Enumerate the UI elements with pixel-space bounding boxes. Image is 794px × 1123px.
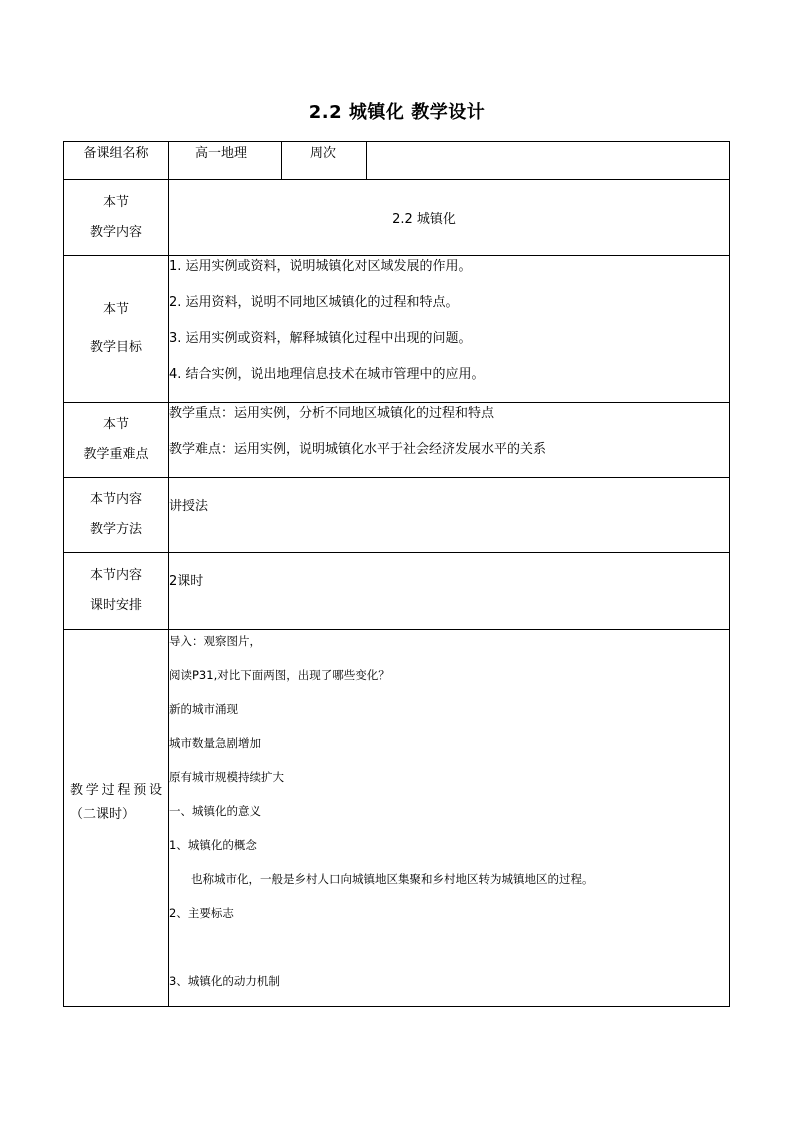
schedule-label-line2: 课时安排 [89, 598, 142, 613]
group-value-cell [169, 142, 282, 180]
group-value: 高一地理 [195, 146, 248, 161]
group-label: 备课组名称 [83, 146, 149, 161]
group-label-cell [64, 142, 169, 180]
process-line: 导入：观察图片， [169, 634, 261, 648]
goals-label-cell [64, 256, 169, 403]
document-title: 2.2 城镇化 教学设计 [308, 102, 486, 123]
goals-label-line2: 教学目标 [89, 340, 142, 355]
content-value-cell [169, 180, 730, 256]
teaching-difficulty: 教学难点：运用实例，说明城镇化水平于社会经济发展水平的关系 [169, 442, 547, 457]
process-line: 2、主要标志 [169, 906, 234, 920]
process-cell [169, 630, 730, 1007]
key-points-cell [169, 403, 730, 478]
method-label-line1: 本节内容 [89, 492, 142, 507]
process-line: 原有城市规模持续扩大 [169, 770, 284, 784]
goal-item: 1. 运用实例或资料，说明城镇化对区域发展的作用。 [169, 259, 472, 274]
process-line: 3、城镇化的动力机制 [169, 974, 280, 988]
process-row [64, 630, 730, 1007]
goals-row [64, 256, 730, 403]
schedule-label-cell [64, 553, 169, 630]
header-row [64, 142, 730, 180]
schedule-cell [169, 553, 730, 630]
process-line: 城市数量急剧增加 [169, 736, 261, 750]
method-label-cell [64, 478, 169, 553]
goals-label-line1: 本节 [102, 302, 129, 317]
teaching-focus: 教学重点：运用实例，分析不同地区城镇化的过程和特点 [169, 406, 495, 421]
week-value-cell [367, 142, 730, 180]
goals-cell [169, 256, 730, 403]
content-row [64, 180, 730, 256]
process-label-cell [64, 630, 169, 1007]
key-points-label-line2: 教学重难点 [83, 447, 149, 462]
process-label: 教学过程预设（二课时） [70, 783, 162, 822]
method-label-line2: 教学方法 [89, 522, 142, 537]
content-label-line1: 本节 [102, 194, 129, 210]
week-label: 周次 [310, 146, 337, 161]
process-line: 阅读P31,对比下面两图，出现了哪些变化？ [169, 668, 390, 682]
goal-item: 4. 结合实例，说出地理信息技术在城市管理中的应用。 [169, 367, 485, 382]
goal-item: 3. 运用实例或资料，解释城镇化过程中出现的问题。 [169, 331, 472, 346]
key-points-label-cell [64, 403, 169, 478]
method-cell [169, 478, 730, 553]
content-value: 2.2 城镇化 [392, 212, 456, 227]
content-label-line2: 教学内容 [89, 224, 142, 240]
key-points-label-line1: 本节 [102, 417, 129, 432]
method-row [64, 478, 730, 553]
process-line: 也称城市化，一般是乡村人口向城镇地区集聚和乡村地区转为城镇地区的过程。 [191, 872, 594, 886]
lesson-plan-table [63, 141, 730, 1007]
content-label-cell [64, 180, 169, 256]
goal-item: 2. 运用资料，说明不同地区城镇化的过程和特点。 [169, 295, 459, 310]
process-line: 新的城市涌现 [169, 702, 238, 716]
process-line: 一、城镇化的意义 [169, 804, 261, 818]
schedule-label-line1: 本节内容 [89, 568, 142, 583]
week-label-cell [282, 142, 367, 180]
schedule-row [64, 553, 730, 630]
schedule-value: 2课时 [169, 574, 204, 589]
method-value: 讲授法 [169, 499, 209, 514]
key-points-row [64, 403, 730, 478]
process-line: 1、城镇化的概念 [169, 838, 257, 852]
